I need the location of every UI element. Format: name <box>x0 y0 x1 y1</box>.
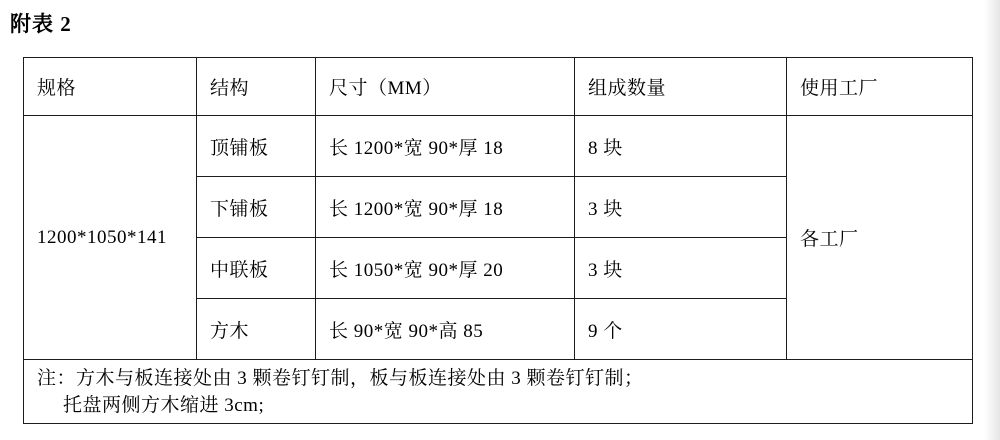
size-cell: 长 90*宽 90*高 85 <box>316 299 575 360</box>
structure-cell: 顶铺板 <box>197 116 316 177</box>
header-quantity: 组成数量 <box>575 58 787 116</box>
table-header-row <box>24 58 973 116</box>
header-spec: 规格 <box>24 58 197 116</box>
table-row <box>24 116 973 177</box>
page-title: 附表 2 <box>10 12 72 36</box>
header-size: 尺寸（MM） <box>316 58 575 116</box>
note-cell <box>24 360 973 424</box>
note-row <box>24 360 973 424</box>
size-cell: 长 1200*宽 90*厚 18 <box>316 116 575 177</box>
header-factory: 使用工厂 <box>787 58 973 116</box>
structure-cell: 方木 <box>197 299 316 360</box>
component-spec-table <box>23 57 973 424</box>
quantity-cell: 8 块 <box>575 116 787 177</box>
size-cell: 长 1050*宽 90*厚 20 <box>316 238 575 299</box>
header-structure: 结构 <box>197 58 316 116</box>
spec-value-cell: 1200*1050*141 <box>24 116 197 360</box>
quantity-cell: 9 个 <box>575 299 787 360</box>
note-line-1: 注：方木与板连接处由 3 颗卷钉钉制，板与板连接处由 3 颗卷钉钉制； <box>37 367 644 389</box>
page-edge-shadow <box>984 0 1000 440</box>
quantity-cell: 3 块 <box>575 177 787 238</box>
structure-cell: 中联板 <box>197 238 316 299</box>
factory-value-cell: 各工厂 <box>787 116 973 360</box>
quantity-cell: 3 块 <box>575 238 787 299</box>
size-cell: 长 1200*宽 90*厚 18 <box>316 177 575 238</box>
note-line-2: 托盘两侧方木缩进 3cm; <box>63 394 265 416</box>
structure-cell: 下铺板 <box>197 177 316 238</box>
